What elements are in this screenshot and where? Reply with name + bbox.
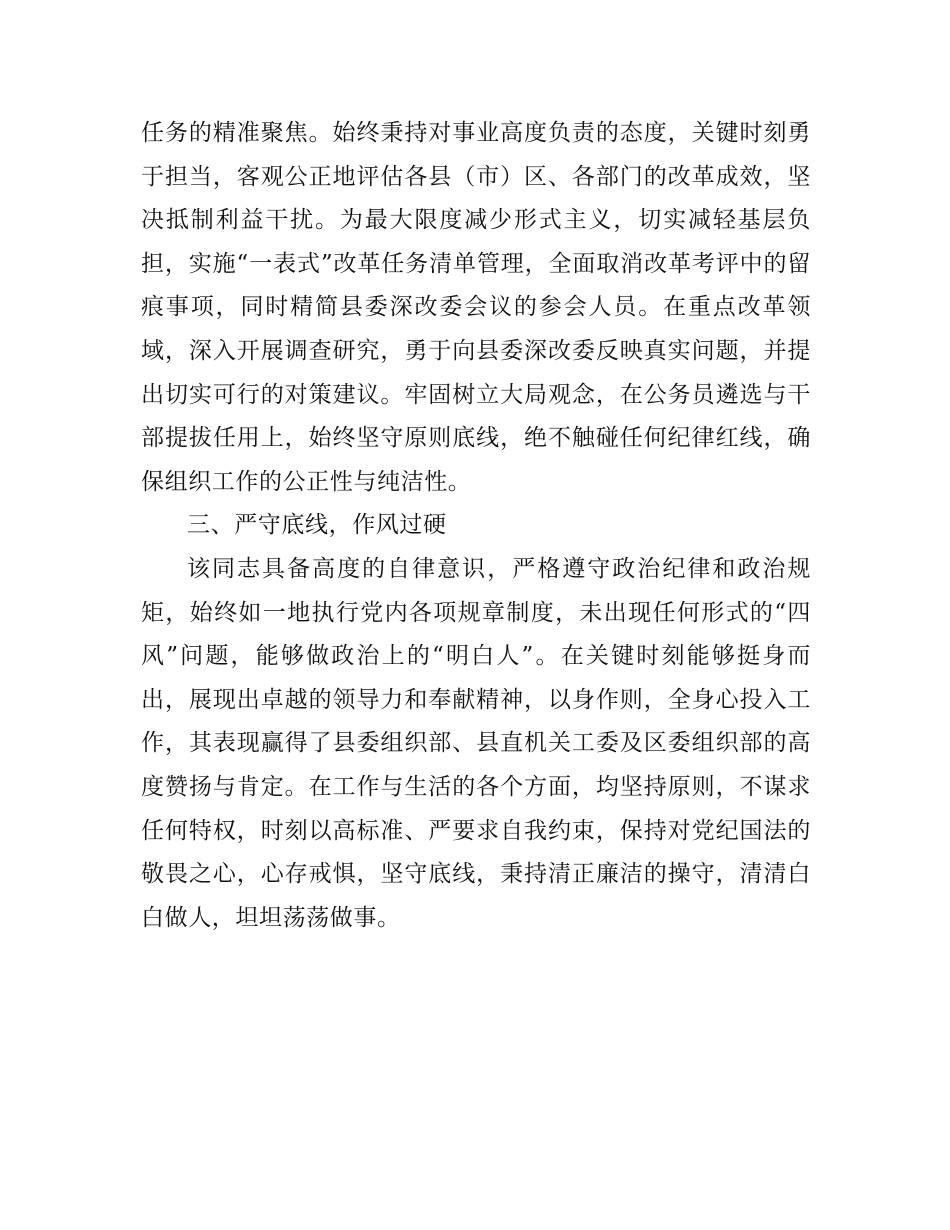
section-paragraph: 该同志具备高度的自律意识，严格遵守政治纪律和政治规矩，始终如一地执行党内各项规章制度，未出现任何形式的“四风”问题，能够做政治上的“明白人”。在关键时刻能够挺身而出，展现出卓越的领导力和奉献精神，以身作则，全身心投入工作，其表现赢得了县委组织部、县直机关工委及区委组织部的高度赞扬与肯定。在工作与生活的各个方面，均坚持原则，不谋求任何特权，时刻以高标准、严要求自我约束，保持对党纪国法的敬畏之心，心存戒惧，坚守底线，秉持清正廉洁的操守，清清白白做人，坦坦荡荡做事。 [141,555,811,931]
continued-paragraph: 任务的精准聚焦。始终秉持对事业高度负责的态度，关键时刻勇于担当，客观公正地评估各县（市）区、各部门的改革成效，坚决抵制利益干扰。为最大限度减少形式主义，切实减轻基层负担，实施“一表式”改革任务清单管理，全面取消改革考评中的留痕事项，同时精简县委深改委会议的参会人员。在重点改革领域，深入开展调查研究，勇于向县委深改委反映真实问题，并提出切实可行的对策建议。牢固树立大局观念，在公务员遴选与干部提拔任用上，始终坚守原则底线，绝不触碰任何纪律红线，确保组织工作的公正性与纯洁性。 [141,120,811,495]
section-heading: 三、严守底线，作风过硬 [187,512,447,539]
document-body [141,112,811,940]
